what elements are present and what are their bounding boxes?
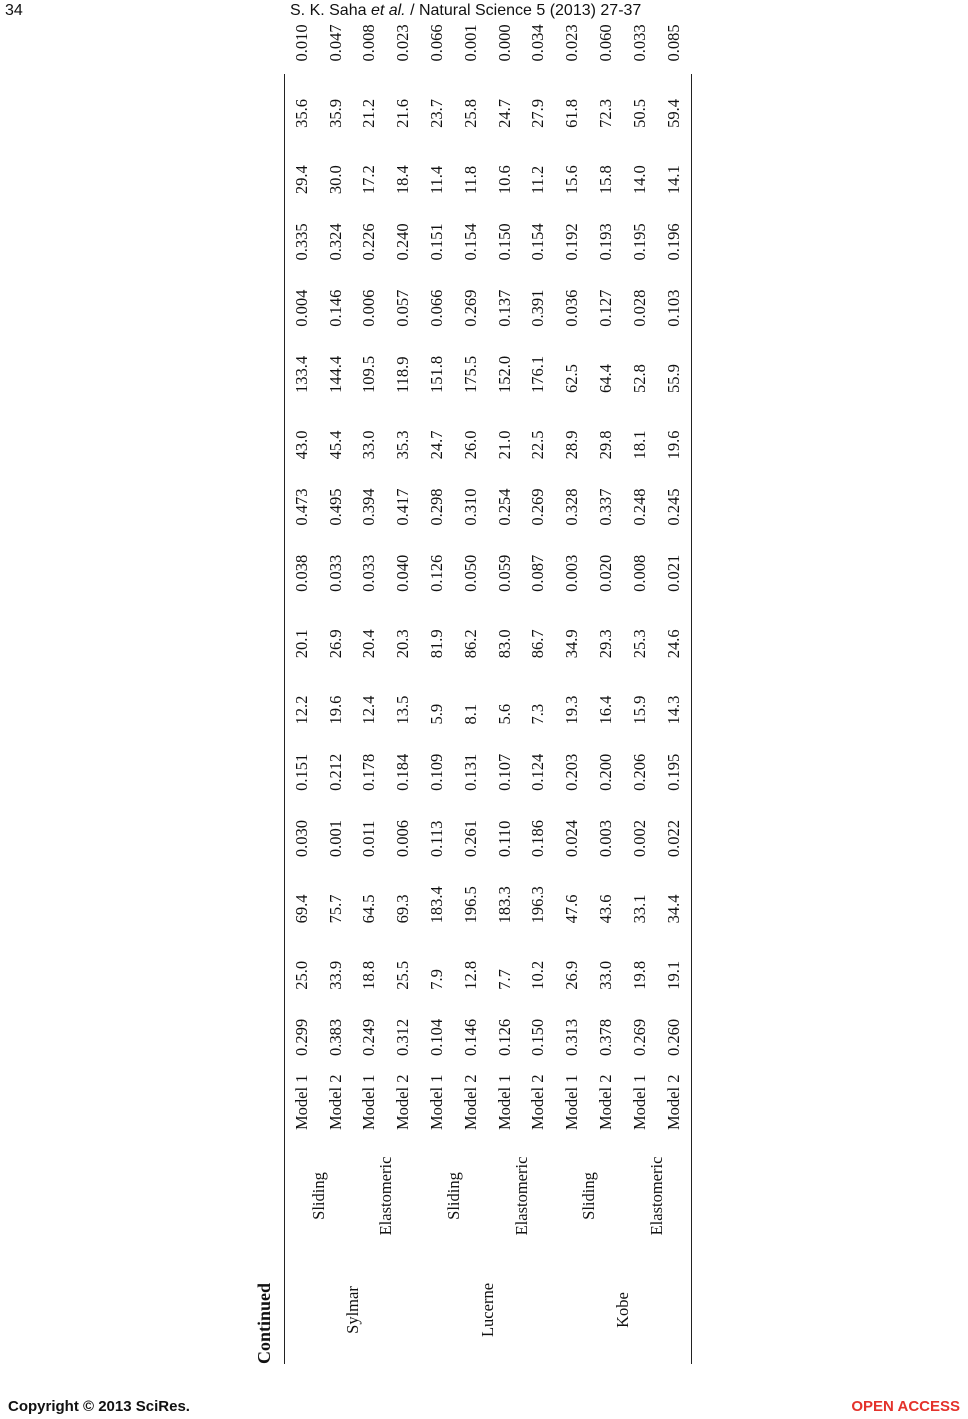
value-cell: 86.2 xyxy=(460,629,480,659)
location-cell: Lucerne xyxy=(477,1282,497,1338)
location-cell: Sylmar xyxy=(342,1286,362,1334)
value-cell: 18.4 xyxy=(393,165,413,195)
table-wrapper xyxy=(284,24,692,1364)
bearing-type-cell: Elastomeric xyxy=(646,1156,666,1236)
value-cell: 0.057 xyxy=(393,289,413,327)
value-cell: 0.059 xyxy=(494,554,514,592)
value-cell: 0.131 xyxy=(460,753,480,791)
value-cell: 0.335 xyxy=(291,223,311,261)
copyright-notice: Copyright © 2013 SciRes. xyxy=(8,1398,190,1415)
value-cell: 35.3 xyxy=(393,430,413,460)
value-cell: 0.312 xyxy=(393,1018,413,1056)
value-cell: 81.9 xyxy=(427,629,447,659)
value-cell: 0.313 xyxy=(562,1018,582,1056)
value-cell: 0.378 xyxy=(596,1018,616,1056)
table-row xyxy=(353,0,387,1364)
value-cell: 0.033 xyxy=(325,554,345,592)
value-cell: 175.5 xyxy=(460,355,480,394)
value-cell: 0.245 xyxy=(663,488,683,526)
value-cell: 12.2 xyxy=(291,695,311,725)
value-cell: 69.3 xyxy=(393,894,413,924)
value-cell: 0.124 xyxy=(528,753,548,791)
value-cell: 21.0 xyxy=(494,430,514,460)
model-cell: Model 2 xyxy=(460,1074,480,1130)
value-cell: 0.104 xyxy=(427,1018,447,1056)
value-cell: 0.310 xyxy=(460,488,480,526)
value-cell: 0.022 xyxy=(663,819,683,858)
value-cell: 28.9 xyxy=(562,430,582,460)
model-cell: Model 1 xyxy=(359,1074,379,1130)
table-row xyxy=(488,0,522,1364)
value-cell: 0.008 xyxy=(359,24,379,62)
value-cell: 33.1 xyxy=(629,894,649,924)
value-cell: 0.146 xyxy=(460,1018,480,1056)
value-cell: 72.3 xyxy=(596,98,616,128)
value-cell: 0.206 xyxy=(629,753,649,791)
bearing-type-cell: Sliding xyxy=(443,1172,463,1220)
value-cell: 0.003 xyxy=(562,554,582,592)
value-cell: 17.2 xyxy=(359,165,379,195)
value-cell: 0.261 xyxy=(460,819,480,858)
value-cell: 33.0 xyxy=(596,960,616,990)
value-cell: 0.109 xyxy=(427,753,447,791)
value-cell: 18.1 xyxy=(629,430,649,460)
value-cell: 0.260 xyxy=(663,1018,683,1056)
value-cell: 75.7 xyxy=(325,894,345,924)
value-cell: 0.006 xyxy=(393,819,413,858)
value-cell: 5.6 xyxy=(494,703,514,725)
value-cell: 0.023 xyxy=(562,24,582,62)
value-cell: 0.150 xyxy=(494,223,514,261)
value-cell: 15.8 xyxy=(596,165,616,195)
value-cell: 0.023 xyxy=(393,24,413,62)
value-cell: 0.154 xyxy=(460,223,480,261)
value-cell: 0.195 xyxy=(663,753,683,791)
value-cell: 0.151 xyxy=(427,223,447,261)
value-cell: 47.6 xyxy=(562,894,582,924)
value-cell: 26.9 xyxy=(325,629,345,659)
value-cell: 35.9 xyxy=(325,98,345,128)
value-cell: 25.8 xyxy=(460,98,480,128)
value-cell: 109.5 xyxy=(359,355,379,394)
value-cell: 10.6 xyxy=(494,165,514,195)
value-cell: 34.4 xyxy=(663,894,683,924)
value-cell: 34.9 xyxy=(562,629,582,659)
value-cell: 0.021 xyxy=(663,554,683,592)
value-cell: 133.4 xyxy=(291,355,311,394)
value-cell: 64.5 xyxy=(359,894,379,924)
value-cell: 11.4 xyxy=(427,165,447,195)
value-cell: 0.066 xyxy=(427,289,447,327)
model-cell: Model 2 xyxy=(325,1074,345,1130)
value-cell: 15.9 xyxy=(629,695,649,725)
value-cell: 59.4 xyxy=(663,98,683,128)
value-cell: 24.7 xyxy=(427,430,447,460)
value-cell: 43.0 xyxy=(291,430,311,460)
value-cell: 15.6 xyxy=(562,165,582,195)
value-cell: 52.8 xyxy=(629,364,649,394)
value-cell: 43.6 xyxy=(596,894,616,924)
value-cell: 0.001 xyxy=(460,24,480,62)
value-cell: 0.299 xyxy=(291,1018,311,1056)
value-cell: 50.5 xyxy=(629,98,649,128)
value-cell: 0.193 xyxy=(596,223,616,261)
value-cell: 0.154 xyxy=(528,223,548,261)
value-cell: 0.269 xyxy=(528,488,548,526)
value-cell: 0.473 xyxy=(291,488,311,526)
value-cell: 0.226 xyxy=(359,223,379,261)
value-cell: 12.4 xyxy=(359,695,379,725)
value-cell: 33.9 xyxy=(325,960,345,990)
value-cell: 11.8 xyxy=(460,165,480,195)
value-cell: 55.9 xyxy=(663,364,683,394)
model-cell: Model 1 xyxy=(629,1074,649,1130)
value-cell: 0.006 xyxy=(359,289,379,327)
value-cell: 196.3 xyxy=(528,886,548,924)
value-cell: 21.2 xyxy=(359,98,379,128)
model-cell: Model 2 xyxy=(663,1074,683,1130)
value-cell: 0.178 xyxy=(359,753,379,791)
value-cell: 0.033 xyxy=(359,554,379,592)
value-cell: 0.030 xyxy=(291,819,311,858)
value-cell: 0.034 xyxy=(528,24,548,62)
value-cell: 26.9 xyxy=(562,960,582,990)
value-cell: 0.203 xyxy=(562,753,582,791)
value-cell: 16.4 xyxy=(596,695,616,725)
rotated-table-region xyxy=(250,24,700,1364)
value-cell: 64.4 xyxy=(596,364,616,394)
value-cell: 0.001 xyxy=(325,819,345,858)
value-cell: 144.4 xyxy=(325,355,345,394)
model-cell: Model 1 xyxy=(562,1074,582,1130)
value-cell: 10.2 xyxy=(528,960,548,990)
value-cell: 20.3 xyxy=(393,629,413,659)
results-table xyxy=(285,0,691,1364)
value-cell: 176.1 xyxy=(528,355,548,394)
bearing-type-cell: Sliding xyxy=(308,1172,328,1220)
value-cell: 0.184 xyxy=(393,753,413,791)
value-cell: 183.3 xyxy=(494,886,514,924)
value-cell: 7.3 xyxy=(528,703,548,725)
value-cell: 25.0 xyxy=(291,960,311,990)
value-cell: 183.4 xyxy=(427,886,447,924)
value-cell: 0.150 xyxy=(528,1018,548,1056)
value-cell: 0.195 xyxy=(629,223,649,261)
value-cell: 0.127 xyxy=(596,289,616,327)
table-row xyxy=(623,0,657,1364)
value-cell: 0.200 xyxy=(596,753,616,791)
et-al-italic: et al. xyxy=(370,2,406,19)
value-cell: 7.9 xyxy=(427,969,447,990)
value-cell: 69.4 xyxy=(291,894,311,924)
value-cell: 196.5 xyxy=(460,886,480,924)
value-cell: 0.033 xyxy=(629,24,649,62)
value-cell: 0.212 xyxy=(325,753,345,791)
value-cell: 0.417 xyxy=(393,488,413,526)
location-cell: Kobe xyxy=(612,1292,632,1328)
table-row xyxy=(285,0,319,1364)
value-cell: 22.5 xyxy=(528,430,548,460)
value-cell: 20.4 xyxy=(359,629,379,659)
value-cell: 19.1 xyxy=(663,960,683,990)
value-cell: 19.6 xyxy=(663,430,683,460)
table-caption: Continued xyxy=(254,1282,274,1364)
value-cell: 13.5 xyxy=(393,695,413,725)
value-cell: 30.0 xyxy=(325,165,345,195)
model-cell: Model 1 xyxy=(427,1074,447,1130)
value-cell: 0.192 xyxy=(562,223,582,261)
model-cell: Model 2 xyxy=(393,1074,413,1130)
value-cell: 0.137 xyxy=(494,289,514,327)
model-cell: Model 1 xyxy=(291,1074,311,1130)
value-cell: 0.060 xyxy=(596,24,616,62)
table-body xyxy=(285,0,691,1364)
value-cell: 118.9 xyxy=(393,356,413,394)
value-cell: 33.0 xyxy=(359,430,379,460)
value-cell: 152.0 xyxy=(494,355,514,394)
value-cell: 8.1 xyxy=(460,703,480,725)
page-number: 34 xyxy=(5,2,23,19)
value-cell: 25.3 xyxy=(629,629,649,659)
value-cell: 25.5 xyxy=(393,960,413,990)
value-cell: 0.269 xyxy=(629,1018,649,1056)
value-cell: 5.9 xyxy=(427,703,447,725)
value-cell: 0.324 xyxy=(325,223,345,261)
value-cell: 0.126 xyxy=(427,554,447,592)
value-cell: 0.146 xyxy=(325,289,345,327)
model-cell: Model 2 xyxy=(528,1074,548,1130)
value-cell: 0.011 xyxy=(359,820,379,858)
value-cell: 0.085 xyxy=(663,24,683,62)
value-cell: 29.8 xyxy=(596,430,616,460)
value-cell: 0.328 xyxy=(562,488,582,526)
value-cell: 0.000 xyxy=(494,24,514,62)
value-cell: 0.036 xyxy=(562,289,582,327)
value-cell: 0.066 xyxy=(427,24,447,62)
table-row xyxy=(555,0,589,1364)
value-cell: 14.3 xyxy=(663,695,683,725)
bearing-type-cell: Sliding xyxy=(579,1172,599,1220)
value-cell: 0.004 xyxy=(291,289,311,327)
bearing-type-cell: Elastomeric xyxy=(376,1156,396,1236)
value-cell: 0.269 xyxy=(460,289,480,327)
value-cell: 0.126 xyxy=(494,1018,514,1056)
value-cell: 24.6 xyxy=(663,629,683,659)
value-cell: 0.003 xyxy=(596,819,616,858)
value-cell: 0.107 xyxy=(494,753,514,791)
value-cell: 86.7 xyxy=(528,629,548,659)
open-access-label: OPEN ACCESS xyxy=(851,1398,960,1415)
value-cell: 0.113 xyxy=(427,820,447,858)
value-cell: 14.0 xyxy=(629,165,649,195)
value-cell: 12.8 xyxy=(460,960,480,990)
value-cell: 21.6 xyxy=(393,98,413,128)
value-cell: 0.028 xyxy=(629,289,649,327)
value-cell: 45.4 xyxy=(325,430,345,460)
value-cell: 61.8 xyxy=(562,98,582,128)
model-cell: Model 2 xyxy=(596,1074,616,1130)
running-head: S. K. Saha et al. / Natural Science 5 (2013) 27-37 xyxy=(290,2,642,19)
value-cell: 24.7 xyxy=(494,98,514,128)
value-cell: 151.8 xyxy=(427,355,447,394)
value-cell: 83.0 xyxy=(494,629,514,659)
page-footer xyxy=(0,1398,968,1418)
value-cell: 29.4 xyxy=(291,165,311,195)
value-cell: 0.038 xyxy=(291,554,311,592)
value-cell: 0.254 xyxy=(494,488,514,526)
value-cell: 0.337 xyxy=(596,488,616,526)
value-cell: 19.3 xyxy=(562,695,582,725)
value-cell: 62.5 xyxy=(562,364,582,394)
value-cell: 0.103 xyxy=(663,289,683,327)
value-cell: 11.2 xyxy=(528,165,548,195)
value-cell: 0.151 xyxy=(291,753,311,791)
value-cell: 27.9 xyxy=(528,98,548,128)
value-cell: 0.249 xyxy=(359,1018,379,1056)
value-cell: 0.047 xyxy=(325,24,345,62)
value-cell: 19.6 xyxy=(325,695,345,725)
value-cell: 0.010 xyxy=(291,24,311,62)
value-cell: 29.3 xyxy=(596,629,616,659)
value-cell: 35.6 xyxy=(291,98,311,128)
value-cell: 23.7 xyxy=(427,98,447,128)
value-cell: 19.8 xyxy=(629,960,649,990)
value-cell: 0.298 xyxy=(427,488,447,526)
value-cell: 0.008 xyxy=(629,554,649,592)
value-cell: 0.040 xyxy=(393,554,413,592)
value-cell: 20.1 xyxy=(291,629,311,659)
value-cell: 0.495 xyxy=(325,488,345,526)
model-cell: Model 1 xyxy=(494,1074,514,1130)
value-cell: 0.394 xyxy=(359,488,379,526)
value-cell: 0.087 xyxy=(528,554,548,592)
value-cell: 0.050 xyxy=(460,554,480,592)
value-cell: 14.1 xyxy=(663,165,683,195)
bearing-type-cell: Elastomeric xyxy=(511,1156,531,1236)
value-cell: 7.7 xyxy=(494,969,514,990)
value-cell: 26.0 xyxy=(460,430,480,460)
value-cell: 0.196 xyxy=(663,223,683,261)
value-cell: 0.186 xyxy=(528,819,548,858)
value-cell: 0.024 xyxy=(562,819,582,858)
value-cell: 0.020 xyxy=(596,554,616,592)
value-cell: 0.248 xyxy=(629,488,649,526)
value-cell: 0.391 xyxy=(528,289,548,327)
value-cell: 0.240 xyxy=(393,223,413,261)
value-cell: 0.383 xyxy=(325,1018,345,1056)
value-cell: 18.8 xyxy=(359,960,379,990)
table-row xyxy=(420,0,454,1364)
value-cell: 0.110 xyxy=(494,820,514,858)
value-cell: 0.002 xyxy=(629,819,649,858)
